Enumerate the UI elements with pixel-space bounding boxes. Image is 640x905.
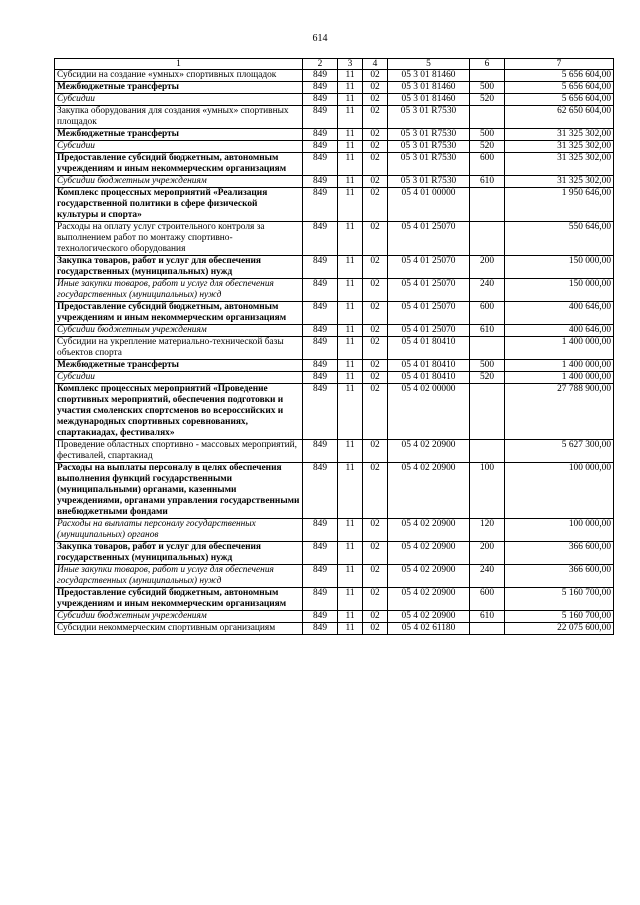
row-name-cell: Субсидии <box>55 141 303 153</box>
row-section-cell: 11 <box>338 141 363 153</box>
table-row <box>55 611 614 623</box>
row-type-cell: 100 <box>470 463 505 519</box>
column-header: 5 <box>388 59 470 70</box>
row-amount-cell: 5 160 700,00 <box>505 588 614 611</box>
row-target-cell: 05 4 01 80410 <box>388 360 470 372</box>
row-type-cell: 520 <box>470 141 505 153</box>
row-type-cell <box>470 384 505 440</box>
row-subsection-cell: 02 <box>363 106 388 129</box>
row-amount-cell: 100 000,00 <box>505 519 614 542</box>
row-name-cell: Субсидии на создание «умных» спортивных площадок <box>55 70 303 82</box>
table-row <box>55 106 614 129</box>
row-amount-cell: 400 646,00 <box>505 325 614 337</box>
row-type-cell: 500 <box>470 360 505 372</box>
row-name-cell: Предоставление субсидий бюджетным, автономным учреждениям и иным некоммерческим организациям <box>55 302 303 325</box>
column-header: 4 <box>363 59 388 70</box>
row-subsection-cell: 02 <box>363 384 388 440</box>
row-subsection-cell: 02 <box>363 94 388 106</box>
row-section-cell: 11 <box>338 106 363 129</box>
row-target-cell: 05 3 01 R7530 <box>388 141 470 153</box>
column-header: 3 <box>338 59 363 70</box>
row-code-cell: 849 <box>303 623 338 635</box>
table-header-row <box>55 59 614 70</box>
row-amount-cell: 27 788 900,00 <box>505 384 614 440</box>
row-name-cell: Проведение областных спортивно - массовых мероприятий, фестивалей, спартакиад <box>55 440 303 463</box>
row-amount-cell: 5 656 604,00 <box>505 82 614 94</box>
table-row <box>55 153 614 176</box>
row-section-cell: 11 <box>338 70 363 82</box>
row-section-cell: 11 <box>338 519 363 542</box>
row-type-cell <box>470 222 505 256</box>
row-type-cell: 610 <box>470 325 505 337</box>
row-code-cell: 849 <box>303 519 338 542</box>
row-type-cell: 600 <box>470 153 505 176</box>
table-row <box>55 623 614 635</box>
row-target-cell: 05 4 02 20900 <box>388 611 470 623</box>
row-target-cell: 05 4 02 20900 <box>388 440 470 463</box>
row-type-cell: 500 <box>470 82 505 94</box>
row-amount-cell: 400 646,00 <box>505 302 614 325</box>
row-target-cell: 05 4 02 20900 <box>388 542 470 565</box>
table-row <box>55 384 614 440</box>
column-header: 2 <box>303 59 338 70</box>
row-name-cell: Закупка товаров, работ и услуг для обеспечения государственных (муниципальных) нужд <box>55 542 303 565</box>
row-type-cell <box>470 337 505 360</box>
row-target-cell: 05 3 01 R7530 <box>388 153 470 176</box>
row-section-cell: 11 <box>338 94 363 106</box>
row-name-cell: Субсидии на укрепление материально-технической базы объектов спорта <box>55 337 303 360</box>
table-row <box>55 325 614 337</box>
table-row <box>55 70 614 82</box>
row-section-cell: 11 <box>338 372 363 384</box>
row-amount-cell: 150 000,00 <box>505 279 614 302</box>
row-subsection-cell: 02 <box>363 588 388 611</box>
row-amount-cell: 31 325 302,00 <box>505 141 614 153</box>
row-target-cell: 05 4 01 25070 <box>388 325 470 337</box>
row-name-cell: Субсидии бюджетным учреждениям <box>55 325 303 337</box>
row-amount-cell: 31 325 302,00 <box>505 176 614 188</box>
row-section-cell: 11 <box>338 384 363 440</box>
row-code-cell: 849 <box>303 611 338 623</box>
row-type-cell: 120 <box>470 519 505 542</box>
row-amount-cell: 31 325 302,00 <box>505 153 614 176</box>
row-subsection-cell: 02 <box>363 325 388 337</box>
row-code-cell: 849 <box>303 588 338 611</box>
column-header: 6 <box>470 59 505 70</box>
row-target-cell: 05 3 01 R7530 <box>388 129 470 141</box>
table-row <box>55 440 614 463</box>
table-row <box>55 141 614 153</box>
row-section-cell: 11 <box>338 279 363 302</box>
row-code-cell: 849 <box>303 94 338 106</box>
row-name-cell: Субсидии <box>55 372 303 384</box>
row-type-cell: 500 <box>470 129 505 141</box>
row-name-cell: Субсидии бюджетным учреждениям <box>55 176 303 188</box>
row-subsection-cell: 02 <box>363 256 388 279</box>
table-row <box>55 94 614 106</box>
row-code-cell: 849 <box>303 440 338 463</box>
row-subsection-cell: 02 <box>363 153 388 176</box>
row-name-cell: Межбюджетные трансферты <box>55 82 303 94</box>
budget-table <box>54 58 614 635</box>
row-amount-cell: 5 627 300,00 <box>505 440 614 463</box>
row-type-cell: 610 <box>470 176 505 188</box>
row-code-cell: 849 <box>303 565 338 588</box>
row-amount-cell: 150 000,00 <box>505 256 614 279</box>
table-row <box>55 256 614 279</box>
row-subsection-cell: 02 <box>363 176 388 188</box>
row-amount-cell: 1 400 000,00 <box>505 360 614 372</box>
row-code-cell: 849 <box>303 82 338 94</box>
row-amount-cell: 22 075 600,00 <box>505 623 614 635</box>
row-section-cell: 11 <box>338 153 363 176</box>
row-section-cell: 11 <box>338 188 363 222</box>
row-name-cell: Комплекс процессных мероприятий «Реализация государственной политики в сфере физической культуры и спорта» <box>55 188 303 222</box>
row-type-cell <box>470 623 505 635</box>
row-section-cell: 11 <box>338 565 363 588</box>
row-target-cell: 05 4 02 20900 <box>388 588 470 611</box>
row-subsection-cell: 02 <box>363 129 388 141</box>
table-row <box>55 279 614 302</box>
row-code-cell: 849 <box>303 106 338 129</box>
row-name-cell: Расходы на оплату услуг строительного контроля за выполнением работ по монтажу спортивно-технологического оборудования <box>55 222 303 256</box>
row-subsection-cell: 02 <box>363 440 388 463</box>
row-target-cell: 05 4 01 25070 <box>388 222 470 256</box>
row-type-cell <box>470 106 505 129</box>
table-row <box>55 222 614 256</box>
row-code-cell: 849 <box>303 279 338 302</box>
row-name-cell: Субсидии бюджетным учреждениям <box>55 611 303 623</box>
row-name-cell: Межбюджетные трансферты <box>55 360 303 372</box>
row-target-cell: 05 3 01 R7530 <box>388 176 470 188</box>
row-amount-cell: 5 656 604,00 <box>505 70 614 82</box>
row-target-cell: 05 4 02 20900 <box>388 519 470 542</box>
row-type-cell: 520 <box>470 94 505 106</box>
row-amount-cell: 366 600,00 <box>505 542 614 565</box>
row-type-cell: 600 <box>470 588 505 611</box>
row-subsection-cell: 02 <box>363 279 388 302</box>
row-code-cell: 849 <box>303 542 338 565</box>
row-type-cell: 600 <box>470 302 505 325</box>
row-target-cell: 05 3 01 81460 <box>388 70 470 82</box>
row-amount-cell: 62 650 604,00 <box>505 106 614 129</box>
table-row <box>55 302 614 325</box>
row-section-cell: 11 <box>338 129 363 141</box>
row-subsection-cell: 02 <box>363 141 388 153</box>
row-amount-cell: 5 656 604,00 <box>505 94 614 106</box>
row-type-cell: 610 <box>470 611 505 623</box>
row-code-cell: 849 <box>303 463 338 519</box>
table-row <box>55 463 614 519</box>
row-amount-cell: 31 325 302,00 <box>505 129 614 141</box>
row-code-cell: 849 <box>303 129 338 141</box>
row-subsection-cell: 02 <box>363 70 388 82</box>
row-target-cell: 05 4 02 00000 <box>388 384 470 440</box>
row-section-cell: 11 <box>338 588 363 611</box>
row-name-cell: Расходы на выплаты персоналу государственных (муниципальных) органов <box>55 519 303 542</box>
row-subsection-cell: 02 <box>363 519 388 542</box>
row-target-cell: 05 4 01 00000 <box>388 188 470 222</box>
row-subsection-cell: 02 <box>363 565 388 588</box>
row-subsection-cell: 02 <box>363 82 388 94</box>
row-name-cell: Закупка товаров, работ и услуг для обеспечения государственных (муниципальных) нужд <box>55 256 303 279</box>
row-name-cell: Предоставление субсидий бюджетным, автономным учреждениям и иным некоммерческим организациям <box>55 588 303 611</box>
row-amount-cell: 366 600,00 <box>505 565 614 588</box>
row-code-cell: 849 <box>303 372 338 384</box>
row-code-cell: 849 <box>303 222 338 256</box>
row-subsection-cell: 02 <box>363 302 388 325</box>
row-subsection-cell: 02 <box>363 360 388 372</box>
row-type-cell: 200 <box>470 542 505 565</box>
row-code-cell: 849 <box>303 188 338 222</box>
row-name-cell: Предоставление субсидий бюджетным, автономным учреждениям и иным некоммерческим организациям <box>55 153 303 176</box>
row-amount-cell: 1 400 000,00 <box>505 337 614 360</box>
row-name-cell: Субсидии некоммерческим спортивным организациям <box>55 623 303 635</box>
row-section-cell: 11 <box>338 302 363 325</box>
row-section-cell: 11 <box>338 222 363 256</box>
row-name-cell: Субсидии <box>55 94 303 106</box>
table-row <box>55 372 614 384</box>
row-subsection-cell: 02 <box>363 623 388 635</box>
row-subsection-cell: 02 <box>363 222 388 256</box>
row-type-cell <box>470 188 505 222</box>
column-header: 7 <box>505 59 614 70</box>
table-row <box>55 82 614 94</box>
row-section-cell: 11 <box>338 623 363 635</box>
row-code-cell: 849 <box>303 337 338 360</box>
column-header: 1 <box>55 59 303 70</box>
row-target-cell: 05 4 01 25070 <box>388 256 470 279</box>
table-row <box>55 519 614 542</box>
row-type-cell: 240 <box>470 565 505 588</box>
row-section-cell: 11 <box>338 337 363 360</box>
table-row <box>55 565 614 588</box>
row-section-cell: 11 <box>338 463 363 519</box>
row-section-cell: 11 <box>338 360 363 372</box>
row-subsection-cell: 02 <box>363 188 388 222</box>
row-subsection-cell: 02 <box>363 372 388 384</box>
table-row <box>55 542 614 565</box>
table-row <box>55 337 614 360</box>
row-code-cell: 849 <box>303 256 338 279</box>
row-section-cell: 11 <box>338 325 363 337</box>
row-subsection-cell: 02 <box>363 337 388 360</box>
row-target-cell: 05 4 01 80410 <box>388 372 470 384</box>
row-type-cell <box>470 440 505 463</box>
row-code-cell: 849 <box>303 176 338 188</box>
row-section-cell: 11 <box>338 542 363 565</box>
row-target-cell: 05 3 01 81460 <box>388 82 470 94</box>
row-amount-cell: 5 160 700,00 <box>505 611 614 623</box>
row-target-cell: 05 4 02 20900 <box>388 565 470 588</box>
row-subsection-cell: 02 <box>363 542 388 565</box>
row-target-cell: 05 4 01 80410 <box>388 337 470 360</box>
table-row <box>55 588 614 611</box>
row-type-cell: 200 <box>470 256 505 279</box>
row-code-cell: 849 <box>303 302 338 325</box>
row-amount-cell: 100 000,00 <box>505 463 614 519</box>
row-target-cell: 05 4 02 20900 <box>388 463 470 519</box>
row-name-cell: Иные закупки товаров, работ и услуг для обеспечения государственных (муниципальных) нужд <box>55 565 303 588</box>
row-amount-cell: 1 400 000,00 <box>505 372 614 384</box>
row-code-cell: 849 <box>303 153 338 176</box>
row-amount-cell: 550 646,00 <box>505 222 614 256</box>
row-type-cell: 520 <box>470 372 505 384</box>
row-target-cell: 05 3 01 R7530 <box>388 106 470 129</box>
row-name-cell: Межбюджетные трансферты <box>55 129 303 141</box>
row-name-cell: Расходы на выплаты персоналу в целях обеспечения выполнения функций государственными (муниципальными) органами, казенными учреждениями, органами управления государственными внебюджетными фондами <box>55 463 303 519</box>
row-target-cell: 05 3 01 81460 <box>388 94 470 106</box>
row-target-cell: 05 4 01 25070 <box>388 302 470 325</box>
row-code-cell: 849 <box>303 384 338 440</box>
row-section-cell: 11 <box>338 611 363 623</box>
row-target-cell: 05 4 01 25070 <box>388 279 470 302</box>
row-code-cell: 849 <box>303 141 338 153</box>
row-section-cell: 11 <box>338 440 363 463</box>
row-section-cell: 11 <box>338 256 363 279</box>
row-subsection-cell: 02 <box>363 463 388 519</box>
row-name-cell: Комплекс процессных мероприятий «Проведение спортивных мероприятий, обеспечения подготовки и участия смоленских спортсменов во всероссийских и международных спортивных соревнованиях, спартакиадах, фестивалях» <box>55 384 303 440</box>
row-code-cell: 849 <box>303 325 338 337</box>
row-section-cell: 11 <box>338 176 363 188</box>
row-target-cell: 05 4 02 61180 <box>388 623 470 635</box>
row-type-cell: 240 <box>470 279 505 302</box>
row-code-cell: 849 <box>303 70 338 82</box>
table-row <box>55 188 614 222</box>
row-name-cell: Иные закупки товаров, работ и услуг для обеспечения государственных (муниципальных) нужд <box>55 279 303 302</box>
table-row <box>55 360 614 372</box>
row-name-cell: Закупка оборудования для создания «умных» спортивных площадок <box>55 106 303 129</box>
page-number: 614 <box>312 33 328 44</box>
row-amount-cell: 1 950 646,00 <box>505 188 614 222</box>
table-row <box>55 129 614 141</box>
table-row <box>55 176 614 188</box>
row-type-cell <box>470 70 505 82</box>
row-subsection-cell: 02 <box>363 611 388 623</box>
row-section-cell: 11 <box>338 82 363 94</box>
row-code-cell: 849 <box>303 360 338 372</box>
